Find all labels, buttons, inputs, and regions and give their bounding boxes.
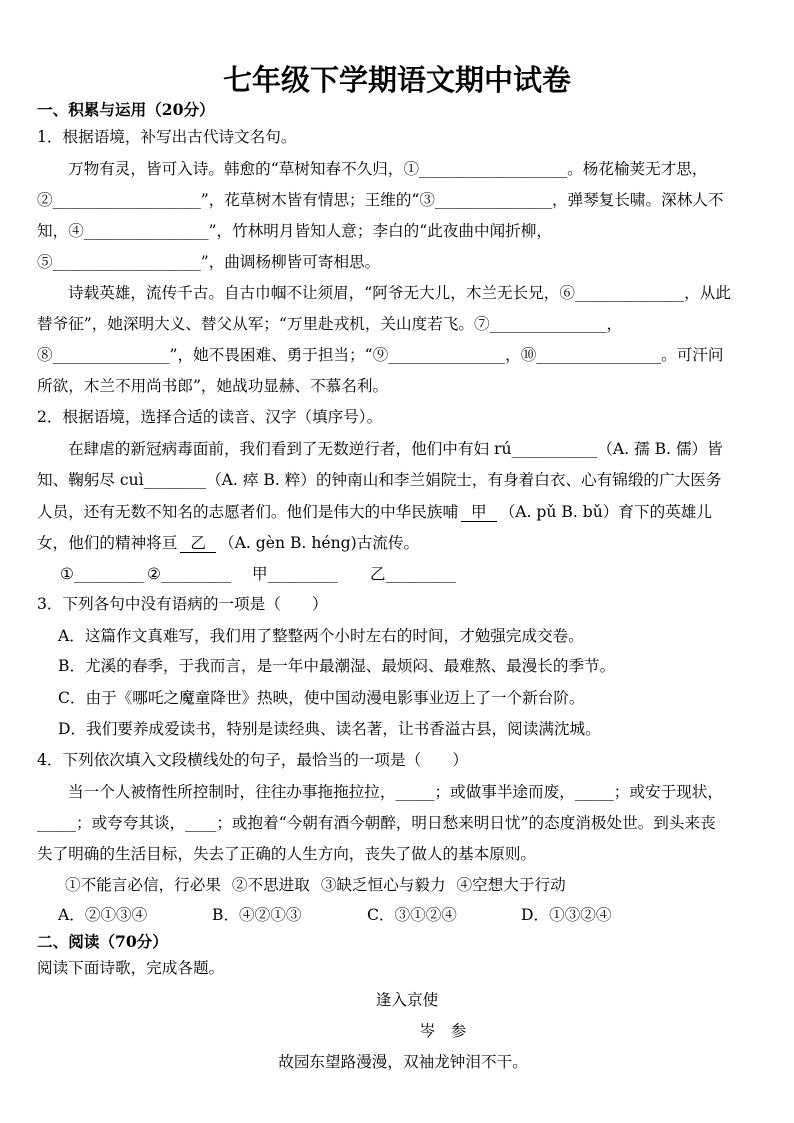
q1-p2-line-2: 替爷征”，她深明大义、替父从军；“万里赴戎机，关山度若飞。⑦_______________，	[37, 315, 623, 333]
q2-line-3-before: 人员，还有无数不知名的志愿者们。他们是伟大的中华民族哺	[37, 503, 459, 521]
q1-p1-line-4: ⑤___________________”，曲调杨柳皆可寄相思。	[37, 253, 381, 271]
q1-p1-line-2: ②___________________”，花草树木皆有情思；王维的“③_______________，弹琴复长啸。深林人不	[37, 191, 724, 209]
q2-line-1: 在肆虐的新冠病毒面前，我们看到了无数逆行者，他们中有妇 rú___________（A. 孺 B. 儒）皆	[68, 440, 723, 458]
q4-line-2: _____；或夸夸其谈，____；或抱着“今朝有酒今朝醉，明日愁来明日忧”的态度消极处世。到头来丧	[37, 814, 716, 832]
q2-line-2: 知、鞠躬尽 cuì________（A. 瘁 B. 粹）的钟南山和李兰娟院士，有身着白衣、心有锦缎的广大医务	[37, 471, 722, 489]
section-1-heading: 一、积累与运用（20分）	[37, 100, 215, 119]
q1-p2-line-4: 所欲，木兰不用尚书郎”，她战功显赫、不慕名利。	[37, 377, 389, 395]
q4-line-1: 当一个人被惰性所控制时，往往办事拖拖拉拉，_____；或做事半途而废，_____；或安于现状，	[68, 783, 723, 801]
q1-p2-line-3: ⑧_______________”，她不畏困难、勇于担当；“⑨_______________，⑩________________。可汗问	[37, 346, 724, 364]
q2-blank-jia: 甲	[461, 503, 497, 522]
q2-answer-jia: 甲_________	[252, 565, 338, 583]
q3-stem: 3．下列各句中没有语病的一项是（ ）	[37, 595, 328, 613]
q4-choice-c: C．③①②④	[367, 906, 457, 924]
q2-answer-1: ①_________	[60, 565, 145, 583]
q3-option-a: A．这篇作文真难写，我们用了整整两个小时左右的时间，才勉强完成交卷。	[58, 627, 584, 645]
q1-stem: 1．根据语境，补写出古代诗文名句。	[37, 128, 297, 146]
q3-option-d: D．我们要养成爱读书，特别是读经典、读名著，让书香溢古县，阅读满沈城。	[58, 720, 601, 738]
poem-line-1: 故园东望路漫漫，双袖龙钟泪不干。	[278, 1053, 528, 1071]
section-2-instruction: 阅读下面诗歌，完成各题。	[37, 959, 225, 977]
q4-choice-a: A．②①③④	[58, 906, 148, 924]
q2-line-3	[37, 502, 712, 522]
q2-blank-yi: 乙	[180, 534, 216, 553]
q4-choice-b: B．④②①③	[212, 906, 302, 924]
q2-line-4-after: （A. gèn B. héng)古流传。	[218, 534, 420, 552]
q1-p2-line-1: 诗载英雄，流传千古。自古巾帼不让须眉，“阿爷无大儿，木兰无长兄，⑥______________，从此	[68, 284, 731, 302]
q2-line-4	[37, 533, 419, 553]
q4-choice-d: D．①③②④	[521, 906, 612, 924]
q3-option-b: B．尤溪的春季，于我而言，是一年中最潮湿、最烦闷、最难熬、最漫长的季节。	[58, 657, 616, 675]
q1-p1-line-1: 万物有灵，皆可入诗。韩愈的“草树知春不久归，①___________________。杨花榆荚无才思，	[68, 160, 708, 178]
exam-title: 七年级下学期语文期中试卷	[222, 63, 571, 97]
q4-stem: 4．下列依次填入文段横线处的句子，最恰当的一项是（ ）	[37, 751, 468, 769]
q4-sentences: ①不能言必信，行必果 ②不思进取 ③缺乏恒心与毅力 ④空想大于行动	[65, 876, 566, 894]
q2-stem: 2．根据语境，选择合适的读音、汉字（填序号）。	[37, 408, 383, 426]
q2-answer-yi: 乙_________	[370, 565, 456, 583]
q2-line-4-before: 女，他们的精神将亘	[37, 534, 178, 552]
q2-line-3-after: （A. pǔ B. bǔ）育下的英雄儿	[499, 503, 712, 521]
section-2-heading: 二、阅读（70分）	[37, 932, 168, 951]
poem-title: 逢入京使	[375, 991, 439, 1009]
poem-author: 岑 参	[419, 1022, 467, 1040]
q2-answer-2: ②_________	[147, 565, 232, 583]
q1-p1-line-3: 知，④________________”，竹林明月皆知人意；李白的“此夜曲中闻折柳，	[37, 222, 552, 240]
q3-option-c: C．由于《哪吒之魔童降世》热映，使中国动漫电影事业迈上了一个新台阶。	[58, 689, 585, 707]
q4-line-3: 失了明确的生活目标，失去了正确的人生方向，丧失了做人的基本原则。	[37, 845, 537, 863]
